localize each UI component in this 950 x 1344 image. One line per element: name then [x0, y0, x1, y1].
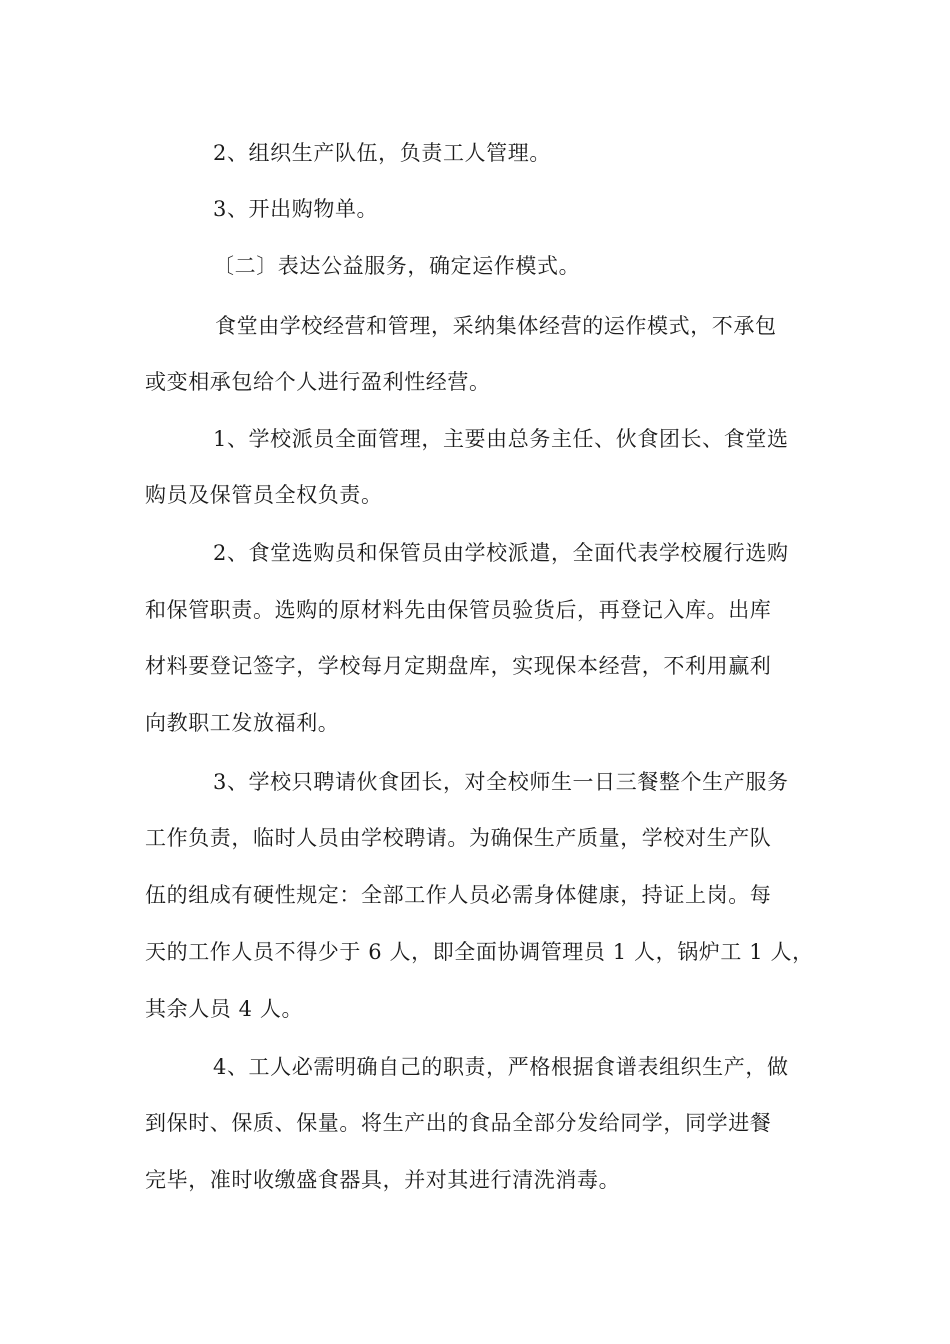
paragraph-line: 材料要登记签字，学校每月定期盘库，实现保本经营，不利用赢利: [145, 654, 772, 678]
text-line-item-3: 3、开出购物单。: [213, 197, 379, 221]
paragraph-line: 天的工作人员不得少于 6 人，即全面协调管理员 1 人，锅炉工 1 人，: [145, 940, 814, 964]
paragraph-line: 其余人员 4 人。: [145, 997, 304, 1021]
paragraph-line: 和保管职责。选购的原材料先由保管员验货后，再登记入库。出库: [145, 598, 772, 622]
paragraph-line: 购员及保管员全权负责。: [145, 483, 383, 507]
paragraph-line: 4、工人必需明确自己的职责，严格根据食谱表组织生产，做: [213, 1055, 789, 1079]
paragraph-line: 伍的组成有硬性规定：全部工作人员必需身体健康，持证上岗。每: [145, 883, 772, 907]
paragraph-line: 向教职工发放福利。: [145, 711, 340, 735]
paragraph-line: 3、学校只聘请伙食团长，对全校师生一日三餐整个生产服务: [213, 770, 789, 794]
paragraph-line: 或变相承包给个人进行盈利性经营。: [145, 370, 491, 394]
paragraph-line: 到保时、保质、保量。将生产出的食品全部分发给同学，同学进餐: [145, 1111, 772, 1135]
paragraph-line: 1、学校派员全面管理，主要由总务主任、伙食团长、食堂选: [213, 427, 789, 451]
paragraph-line: 食堂由学校经营和管理，采纳集体经营的运作模式，不承包: [215, 314, 777, 338]
text-line-item-2: 2、组织生产队伍，负责工人管理。: [213, 141, 551, 165]
paragraph-line: 工作负责，临时人员由学校聘请。为确保生产质量，学校对生产队: [145, 826, 772, 850]
section-heading: 〔二〕表达公益服务，确定运作模式。: [213, 254, 581, 278]
paragraph-line: 完毕，准时收缴盛食器具，并对其进行清洗消毒。: [145, 1168, 621, 1192]
paragraph-line: 2、食堂选购员和保管员由学校派遣，全面代表学校履行选购: [213, 541, 789, 565]
